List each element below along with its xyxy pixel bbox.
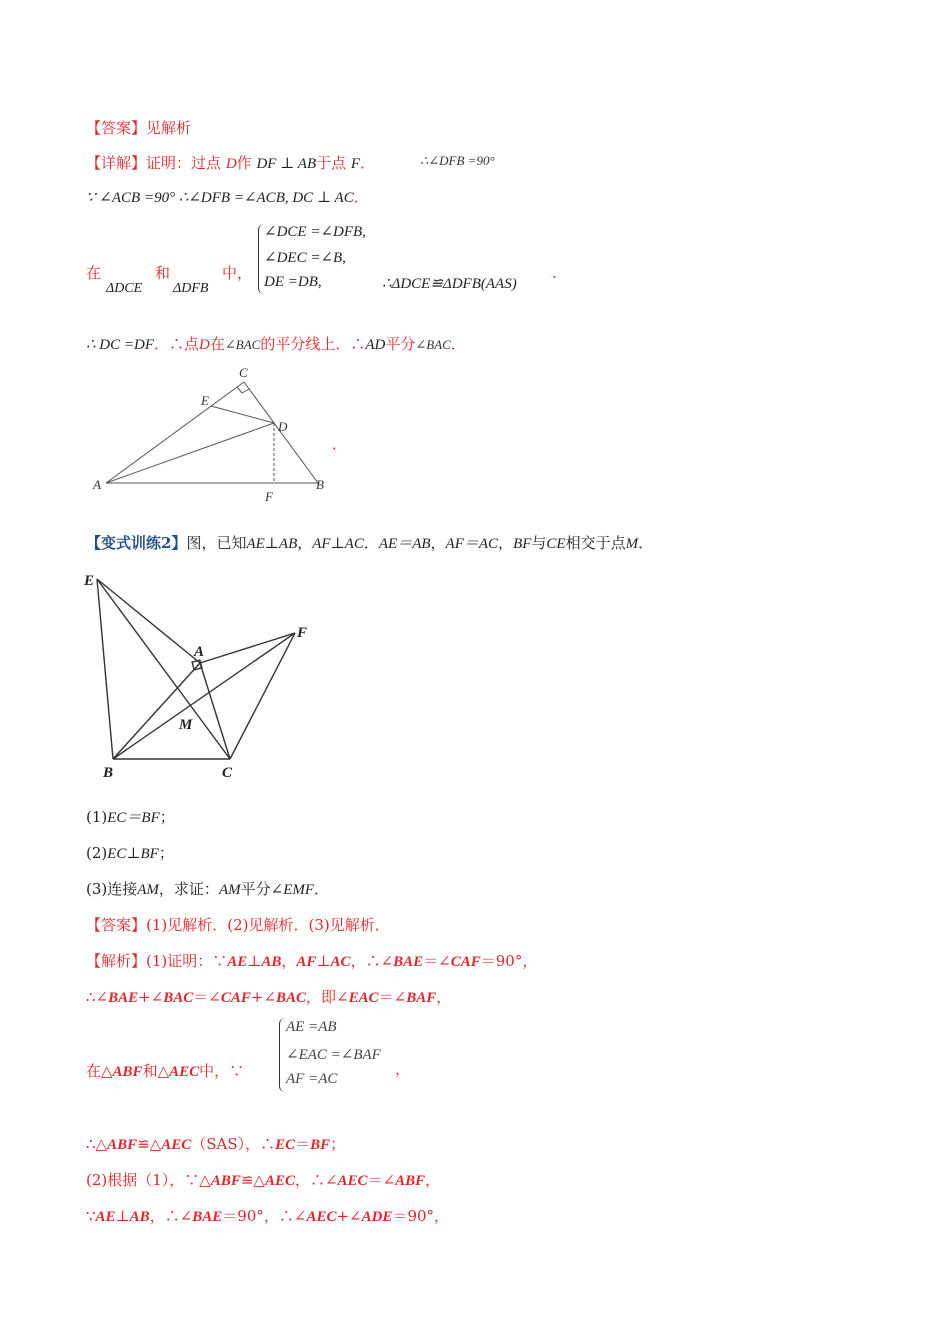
math-caf: CAF <box>450 954 481 970</box>
detail-text: ． <box>360 154 376 172</box>
math-aec: AEC <box>169 1064 200 1080</box>
system-brace-2 <box>279 1018 286 1092</box>
segment-ed <box>211 406 274 423</box>
math-ab: AB <box>261 954 282 970</box>
math-df-perp-ab: DF ⊥ AB <box>256 156 317 172</box>
solution-text: 在△ <box>86 1062 113 1080</box>
solution-text: ＝∠ <box>378 988 407 1006</box>
solution-text: ≌△ <box>137 1135 162 1153</box>
punct: ． <box>353 190 369 206</box>
solution-text: +∠ <box>138 988 164 1006</box>
math-ae-eq-ab: AE＝AB <box>378 536 431 552</box>
punct: ． <box>638 534 654 552</box>
punct: ； <box>159 808 175 826</box>
math-ae: AE <box>227 954 248 970</box>
label-e: E <box>201 393 209 408</box>
answer-label: 【答案】 <box>86 119 147 137</box>
triangle-dce: ΔDCE <box>106 281 143 296</box>
solution-text: ＝∠ <box>367 1171 396 1189</box>
label-c: C <box>239 365 248 380</box>
solution-line-6 <box>86 1205 449 1226</box>
math-dc-df: ∴ DC =DF <box>86 337 154 353</box>
system-eq-c: AF =AC <box>286 1071 338 1087</box>
math-abf: ABF <box>107 1137 138 1153</box>
math-af-perp-ac: AF⊥AC <box>312 536 364 552</box>
math-aec: AEC <box>264 1173 295 1189</box>
answer-text: 见解析 <box>146 119 192 137</box>
punct: ． <box>332 435 348 453</box>
he-text: 和 <box>155 264 171 282</box>
zhong-text: 中， <box>222 264 253 282</box>
solution-text: 和△ <box>142 1062 170 1080</box>
solution-text: +∠ <box>250 988 277 1006</box>
math-ec: EC <box>275 1137 296 1153</box>
point-d: D <box>199 337 210 353</box>
triangle-dfb: ΔDFB <box>173 281 209 296</box>
math-bac: BAC <box>163 990 194 1006</box>
solution-text: ＝90°，∴∠ <box>222 1207 307 1225</box>
solution-text: +∠ <box>336 1207 362 1225</box>
solution-text: ＝ <box>295 1135 311 1153</box>
detail-text: 作 <box>236 154 252 172</box>
detail-text: 平分 <box>385 335 416 353</box>
label-a: A <box>93 477 101 492</box>
solution-text: ⊥ <box>115 1207 130 1225</box>
congruence-aas: ∴ΔDCE≌ΔDFB(AAS) <box>382 276 517 292</box>
math-ab: AB <box>129 1209 150 1225</box>
math-am: AM <box>137 882 159 898</box>
segment-ad <box>106 423 274 483</box>
math-aec: AEC <box>337 1173 368 1189</box>
sub-question-number: (2) <box>86 844 108 862</box>
punct: ， <box>498 534 514 552</box>
detail-text: 证明：过点 <box>146 154 222 172</box>
label-e: E <box>84 573 95 589</box>
solution-label: 【解析】 <box>86 952 147 970</box>
label-f: F <box>297 625 308 641</box>
solution-text: (1)证明：∵ <box>146 952 228 970</box>
solution-line-5 <box>86 1169 440 1190</box>
math-bae: BAE <box>393 954 424 970</box>
math-bae: BAE <box>192 1209 223 1225</box>
solution-text: ，即∠ <box>306 988 349 1006</box>
question-text: 与 <box>531 534 547 552</box>
math-ade: ADE <box>361 1209 393 1225</box>
label-f: F <box>265 489 273 504</box>
solution-text: ⊥ <box>247 952 262 970</box>
right-angle-mark <box>237 387 249 393</box>
math-line-2 <box>86 186 369 207</box>
sub-question-number: (1) <box>86 808 108 826</box>
detail-text: ．∴点 <box>154 335 200 353</box>
sub-question-1 <box>86 806 175 827</box>
punct: ． <box>314 880 330 898</box>
math-af-eq-ac: AF＝AC <box>445 536 499 552</box>
math-af: AF <box>296 954 317 970</box>
variant-question <box>86 532 653 553</box>
solution-line-4 <box>86 1133 345 1154</box>
figure-2-geometry <box>80 565 330 785</box>
segment-ac <box>106 382 244 483</box>
solution-text: ， <box>436 988 452 1006</box>
point-m: M <box>625 536 639 552</box>
solution-line-3 <box>86 1060 244 1081</box>
math-eac: EAC <box>348 990 379 1006</box>
math-ec-perp-bf: EC⊥BF <box>107 846 159 862</box>
solution-text: ⊥ <box>316 952 331 970</box>
system-eq-1: ∠DCE =∠DFB, <box>264 224 366 240</box>
sub-question-text: ，求证： <box>158 880 219 898</box>
solution-text: ∴∠ <box>86 988 109 1006</box>
solution-text: ∵ <box>86 1207 96 1225</box>
solution-text: ； <box>330 1135 346 1153</box>
question-text: 相交于点 <box>565 534 626 552</box>
label-m: M <box>179 717 193 733</box>
solution-text: (2)根据（1），∵△ <box>86 1171 211 1189</box>
math-bf: BF <box>513 536 532 552</box>
point-d: D <box>225 156 237 172</box>
solution-text: ， <box>281 952 297 970</box>
system-eq-2: ∠DEC =∠B, <box>264 250 346 266</box>
segment-cf <box>230 633 295 759</box>
math-am: AM <box>218 882 241 898</box>
detail-text: 的平分线上．∴ <box>260 335 366 353</box>
math-ec-eq-bf: EC＝BF <box>107 810 160 826</box>
label-d: D <box>278 419 288 434</box>
segment-ea <box>97 579 200 663</box>
punct: ． <box>363 534 379 552</box>
detail-text: 于点 <box>316 154 347 172</box>
segment-ab <box>113 663 200 759</box>
question-text: 图，已知 <box>186 534 247 552</box>
segment-ec <box>97 579 230 759</box>
system-eq-3: DE =DB, <box>264 274 322 290</box>
punct: ； <box>158 844 174 862</box>
detail-line-1 <box>86 152 375 173</box>
math-baf: BAF <box>406 990 437 1006</box>
solution-text: ＝∠ <box>193 988 221 1006</box>
label-b: B <box>103 765 114 781</box>
right-angle-mark <box>192 660 202 670</box>
math-emf: EMF <box>283 882 315 898</box>
math-abf: ABF <box>395 1173 426 1189</box>
math-ae-perp-ab: AE⊥AB <box>246 536 298 552</box>
punct: ， <box>395 1060 411 1078</box>
detail-label: 【详解】 <box>86 154 147 172</box>
answer-line-1 <box>86 117 191 138</box>
solution-text: ，∴∠ <box>350 952 394 970</box>
solution-text: ＝∠ <box>423 952 451 970</box>
detail-text: ． <box>450 335 466 353</box>
sub-question-text: (3)连接 <box>86 880 138 898</box>
variant-label: 【变式训练2】 <box>86 534 187 552</box>
label-b: B <box>316 477 324 492</box>
sub-question-text: 平分∠ <box>240 880 284 898</box>
label-a: A <box>194 644 205 660</box>
math-angle-dfb-90: ∴∠DFB =90° <box>420 153 495 168</box>
math-bae: BAE <box>108 990 139 1006</box>
solution-text: ≌△ <box>240 1171 265 1189</box>
punct: ， <box>297 534 313 552</box>
math-bac: BAC <box>276 990 307 1006</box>
solution-text: ， <box>425 1171 441 1189</box>
system-eq-b: ∠EAC =∠BAF <box>286 1047 381 1063</box>
math-caf: CAF <box>220 990 251 1006</box>
math-ac: AC <box>330 954 351 970</box>
detail-text: 在 <box>209 335 225 353</box>
solution-text: ＝90°， <box>392 1207 450 1225</box>
conclusion-line <box>86 333 466 354</box>
segment-af <box>200 633 295 663</box>
solution-text: 中，∵ <box>199 1062 245 1080</box>
solution-text: ，∴∠ <box>149 1207 193 1225</box>
point-f: F <box>350 156 361 172</box>
math-angle-bac: ∠BAC <box>415 337 451 352</box>
figure-1-triangle <box>85 362 348 512</box>
punct: ， <box>430 534 446 552</box>
math-abf: ABF <box>112 1064 143 1080</box>
zai-text: 在 <box>86 264 102 282</box>
segment-eb <box>97 579 113 759</box>
segment-ac <box>200 663 230 759</box>
sub-question-3 <box>86 878 329 899</box>
variant-answer-line <box>86 914 390 935</box>
math-ae: AE <box>95 1209 116 1225</box>
math-angle-bac: ∠BAC <box>224 337 261 352</box>
label-c: C <box>222 765 233 781</box>
answer-label: 【答案】 <box>86 916 147 934</box>
solution-text: ＝90°， <box>480 952 538 970</box>
solution-text: ，∴∠ <box>294 1171 338 1189</box>
punct: · <box>552 268 557 286</box>
solution-line-2 <box>86 986 451 1007</box>
solution-text: （SAS），∴ <box>191 1135 276 1153</box>
system-eq-a: AE =AB <box>286 1019 337 1035</box>
sub-question-2 <box>86 842 174 863</box>
answer-text: (1)见解析．(2)见解析．(3)见解析． <box>146 916 390 934</box>
math-abf: ABF <box>210 1173 241 1189</box>
math-aec: AEC <box>306 1209 337 1225</box>
math-ce: CE <box>546 536 566 552</box>
math-acb-90: ∵ ∠ACB =90° ∴∠DFB =∠ACB, DC ⊥ AC <box>86 190 354 206</box>
math-ad: AD <box>365 337 386 353</box>
math-bf: BF <box>310 1137 331 1153</box>
solution-text: ∴△ <box>86 1135 108 1153</box>
solution-line-1 <box>86 950 537 971</box>
math-aec: AEC <box>161 1137 192 1153</box>
